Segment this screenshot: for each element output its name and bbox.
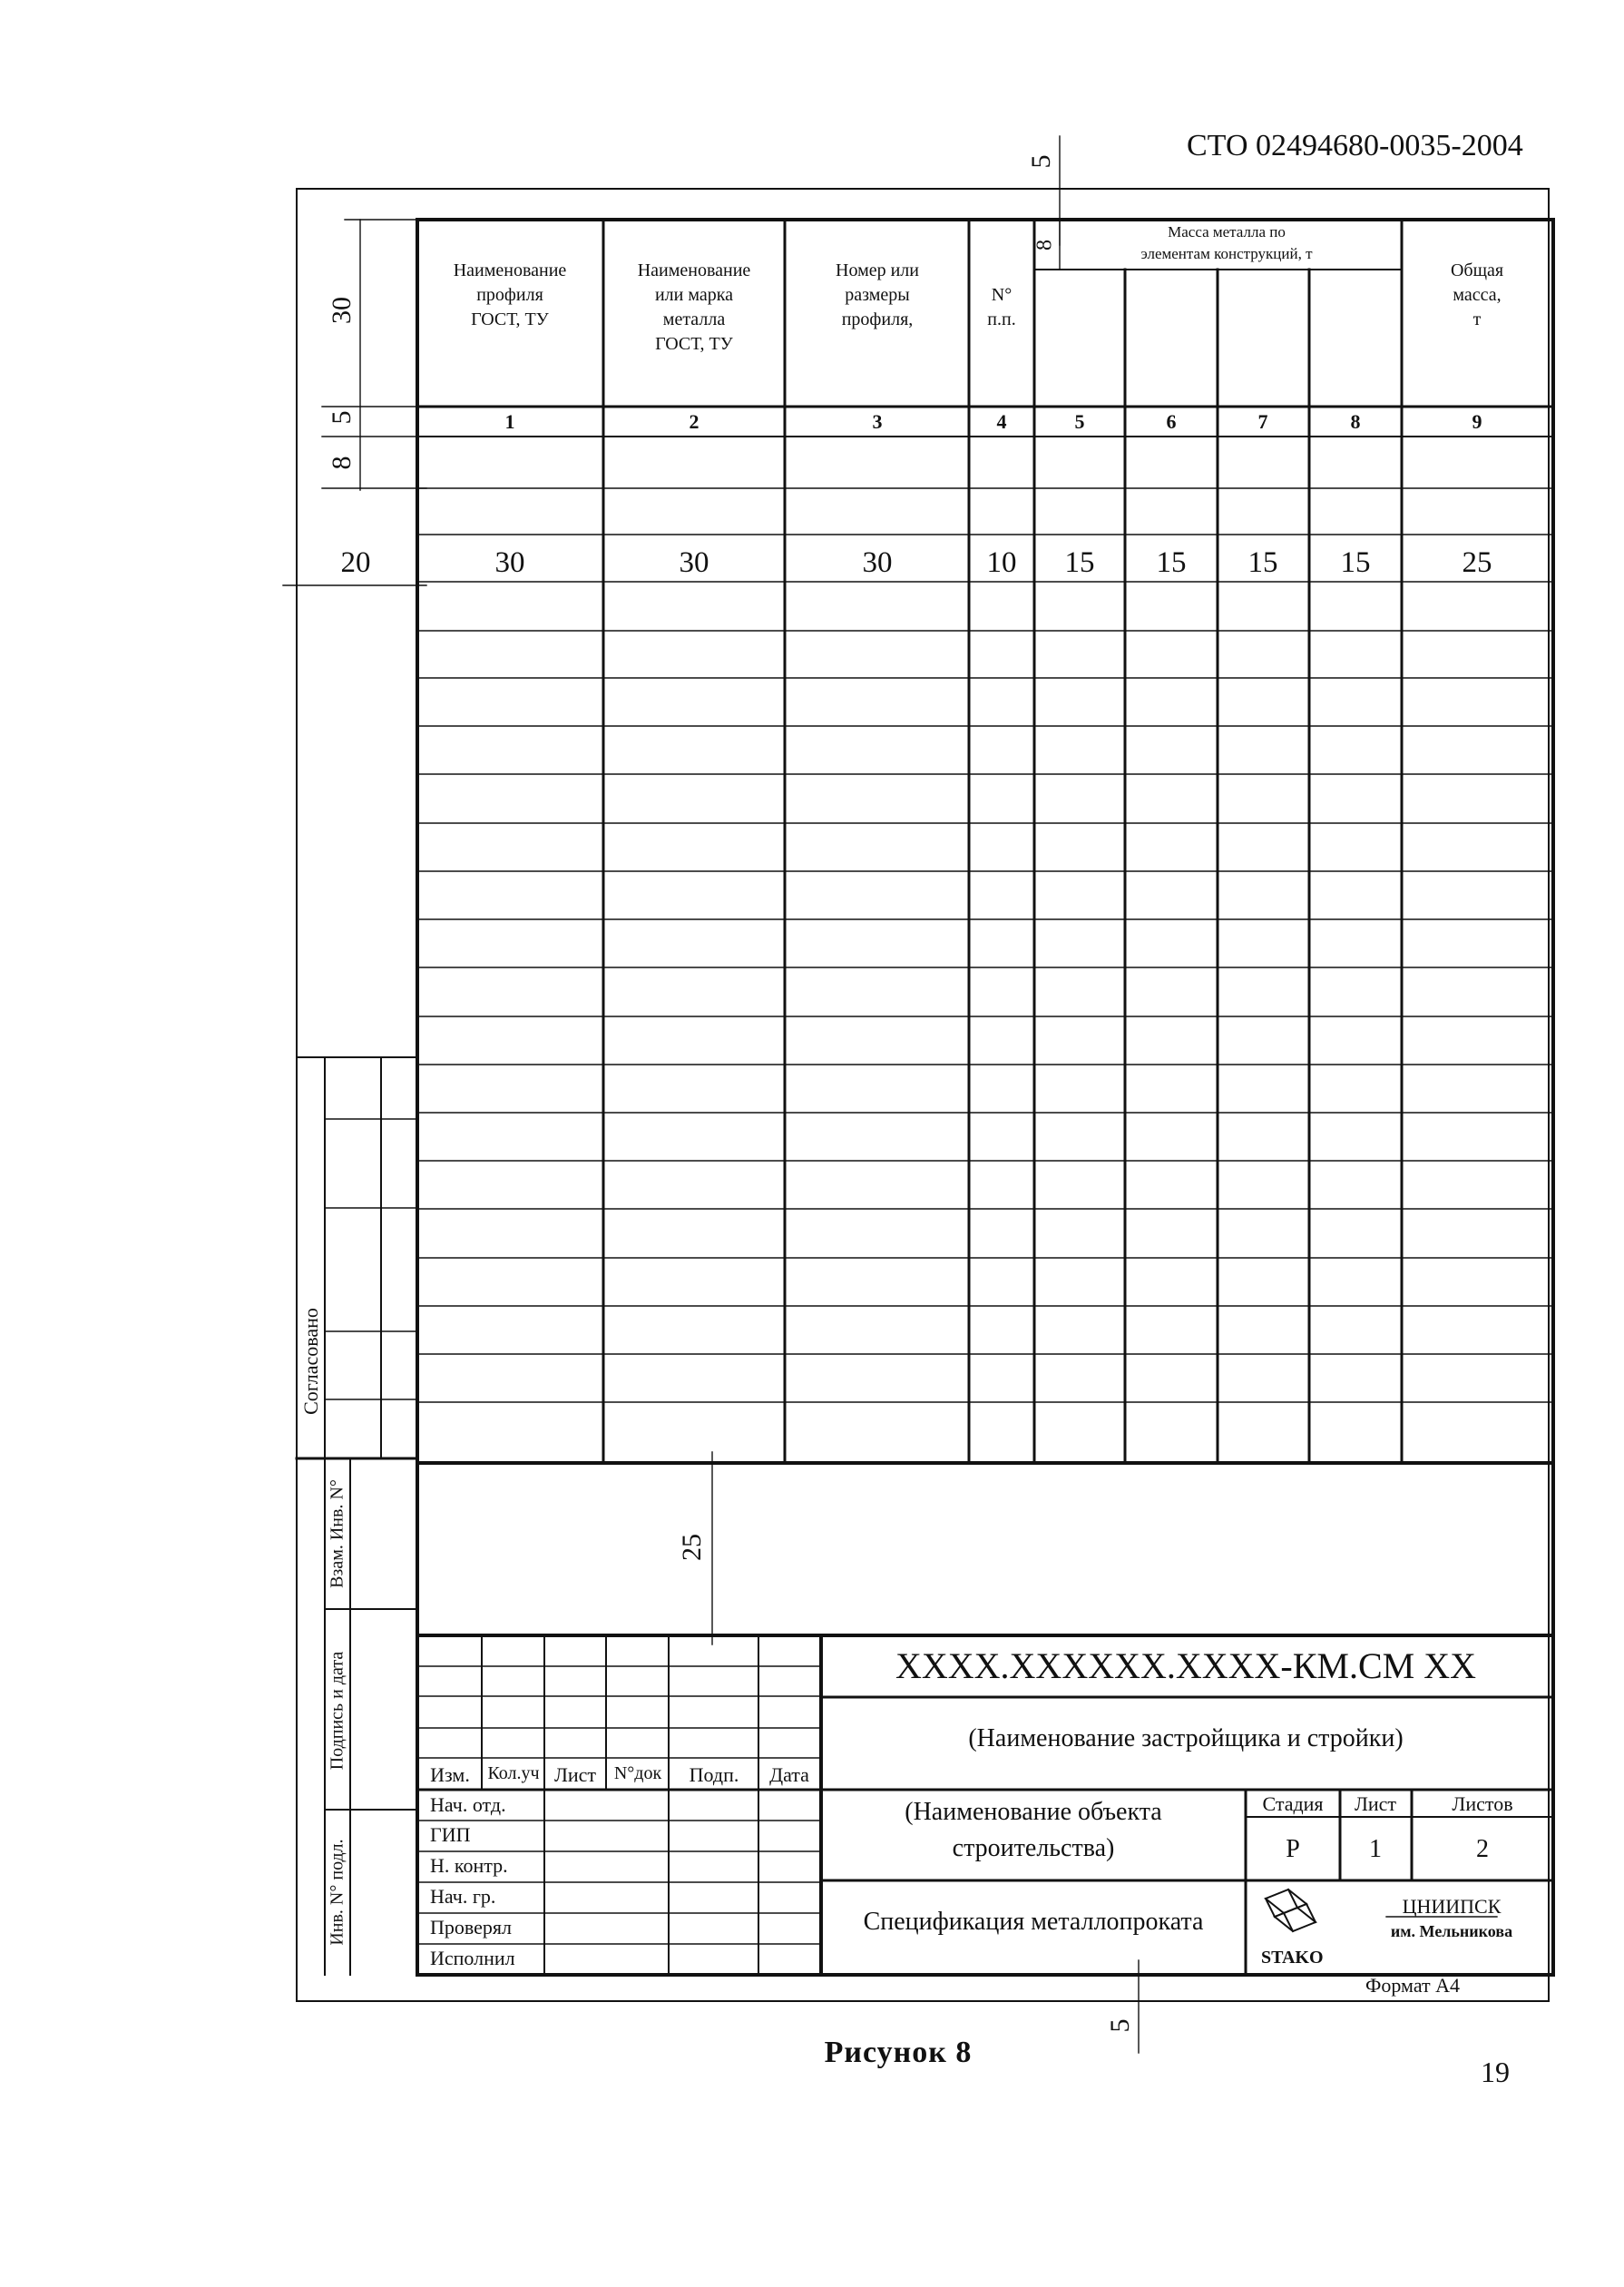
width-col-3: 30 [862,546,893,579]
tb-document-name: Спецификация металлопроката [863,1908,1204,1936]
dim-header-height: 30 [327,297,357,324]
dim-bottom-gap: 5 [1105,2018,1135,2033]
tb-role-head-dept: Нач. отд. [430,1793,506,1816]
header-profile-name: Наименование профиля ГОСТ, ТУ [453,260,567,329]
width-col-1: 30 [494,546,525,579]
width-col-4: 10 [986,546,1017,579]
header-profile-size: Номер или размеры профиля, [836,260,919,329]
header-mass-by-elements: Масса металла по элементам конструкций, т [1140,223,1313,262]
tb-role-checked: Проверял [430,1916,513,1939]
col-number-7: 7 [1257,410,1268,433]
header-total-mass: Общая масса, т [1450,260,1504,329]
tb-role-performed: Исполнил [430,1947,515,1969]
width-left-margin: 20 [340,546,371,579]
dim-mass-header-height: 8 [1032,240,1057,250]
tb-object-name-line1: (Наименование объекта [905,1798,1162,1826]
tb-sheets-value: 2 [1476,1835,1489,1863]
tb-designation: XXXX.XXXXXX.XXXX-КМ.СМ XX [895,1645,1476,1686]
figure-caption: Рисунок 8 [824,2036,973,2069]
tb-col-podp: Подп. [689,1763,739,1786]
tb-sheets-label: Листов [1452,1792,1513,1815]
width-col-8: 15 [1340,546,1371,579]
tb-org-name2: им. Мельникова [1390,1922,1513,1940]
tb-sheet-label: Лист [1354,1792,1397,1815]
tb-stage-label: Стадия [1262,1792,1324,1815]
tb-org-name: ЦНИИПСК [1402,1895,1502,1918]
width-col-5: 15 [1064,546,1095,579]
tb-role-gip: ГИП [430,1823,471,1846]
stako-logo-text: STAKO [1261,1948,1324,1968]
side-signature-date-label: Подпись и дата [327,1651,347,1771]
header-item-number: N° п.п. [987,285,1016,329]
col-number-3: 3 [872,410,883,433]
tb-col-izm: Изм. [430,1763,470,1786]
tb-stage-value: Р [1286,1835,1300,1863]
width-col-7: 15 [1247,546,1278,579]
tb-sheet-value: 1 [1369,1835,1382,1863]
header-metal-grade: Наименование или марка металла ГОСТ, ТУ [637,260,751,354]
tb-col-list: Лист [553,1763,597,1786]
side-replace-inv-label: Взам. Инв. N° [327,1479,347,1588]
col-number-6: 6 [1166,410,1177,433]
tb-object-name-line2: строительства) [952,1834,1115,1862]
col-number-2: 2 [689,410,699,433]
width-col-6: 15 [1156,546,1187,579]
col-number-4: 4 [996,410,1007,433]
dim-blank-height: 25 [677,1534,707,1561]
document-code: СТО 02494680-0035-2004 [1187,129,1523,162]
tb-role-norm-control: Н. контр. [430,1854,508,1877]
tb-col-kolvo: Кол.уч [487,1763,540,1783]
width-col-2: 30 [679,546,709,579]
col-number-9: 9 [1472,410,1482,433]
col-number-5: 5 [1074,410,1085,433]
col-number-8: 8 [1350,410,1361,433]
side-original-inv-label: Инв. N° подл. [327,1839,347,1946]
dim-numbers-row: 5 [327,410,357,425]
dim-top-gap: 5 [1026,154,1056,169]
tb-role-head-group: Нач. гр. [430,1885,496,1908]
tb-col-data: Дата [769,1763,809,1786]
side-agreed-label: Согласовано [299,1308,322,1415]
format-label: Формат А4 [1365,1974,1461,1997]
col-number-1: 1 [504,410,515,433]
dim-row-height: 8 [327,456,357,470]
tb-builder-name: (Наименование застройщика и стройки) [968,1724,1404,1752]
tb-col-ndok: N°док [613,1763,662,1783]
page-number: 19 [1481,2056,1510,2088]
width-col-9: 25 [1462,546,1492,579]
